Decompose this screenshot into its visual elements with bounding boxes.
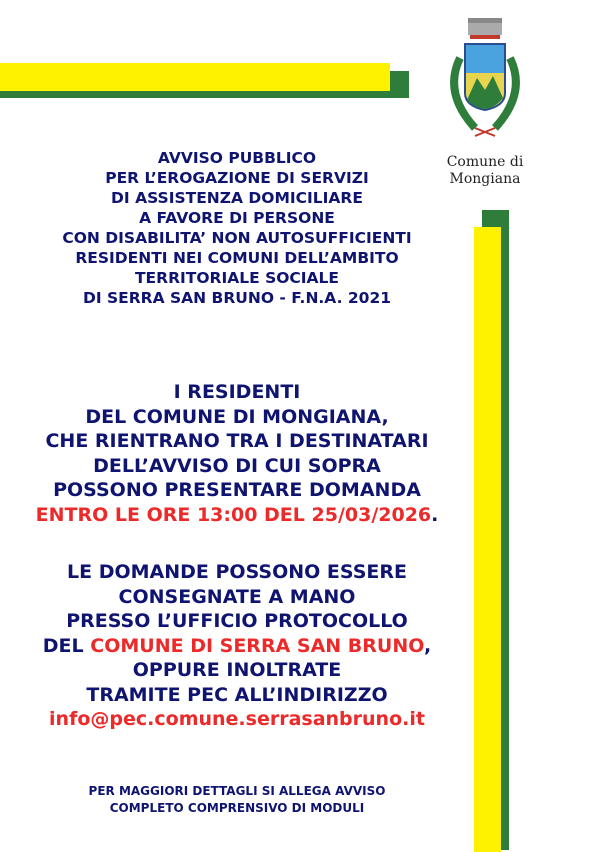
body-line: I RESIDENTI — [173, 381, 301, 403]
title-line: TERRITORIALE SOCIALE — [134, 269, 340, 287]
notice-title — [0, 148, 474, 308]
body-text: , — [423, 634, 432, 657]
title-line: AVVISO PUBBLICO — [157, 149, 317, 167]
footer-line: COMPLETO COMPRENSIVO DI MODULI — [109, 801, 365, 815]
right-yellow-bar — [474, 227, 501, 852]
title-line: DI SERRA SAN BRUNO - F.N.A. 2021 — [82, 289, 392, 307]
title-line: PER L’EROGAZIONE DI SERVIZI — [105, 169, 369, 187]
office-name: COMUNE DI SERRA SAN BRUNO — [90, 634, 424, 657]
body-line: PRESSO L’UFFICIO PROTOCOLLO — [66, 610, 408, 632]
top-yellow-bar — [0, 63, 390, 91]
deadline-period: . — [431, 503, 439, 526]
footer-line: PER MAGGIORI DETTAGLI SI ALLEGA AVVISO — [88, 784, 386, 798]
title-line: A FAVORE DI PERSONE — [139, 209, 335, 227]
title-line: CON DISABILITA’ NON AUTOSUFFICIENTI — [62, 229, 412, 247]
residents-notice — [0, 380, 474, 527]
logo-name-line2: Mongiana — [449, 171, 521, 187]
body-line: POSSONO PRESENTARE DOMANDA — [53, 479, 421, 501]
title-line: DI ASSISTENZA DOMICILIARE — [111, 189, 363, 207]
body-text: DEL — [42, 634, 91, 657]
title-line: RESIDENTI NEI COMUNI DELL’AMBITO — [75, 249, 399, 267]
footer-note — [0, 783, 474, 817]
body-line: OPPURE INOLTRATE — [132, 659, 342, 681]
body-line: CHE RIENTRANO TRA I DESTINATARI — [45, 430, 429, 452]
deadline: ENTRO LE ORE 13:00 DEL 25/03/2026 — [35, 503, 432, 526]
coat-of-arms-icon — [435, 18, 535, 148]
logo-name-line1: Comune di — [446, 154, 524, 170]
body-line: DELL’AVVISO DI CUI SOPRA — [93, 454, 381, 477]
body-line: DEL COMUNE DI MONGIANA, — [85, 405, 389, 428]
pec-email-link[interactable]: info@pec.comune.serrasanbruno.it — [49, 708, 425, 730]
submission-instructions — [0, 560, 474, 732]
body-line: TRAMITE PEC ALL’INDIRIZZO — [86, 683, 388, 706]
body-line: LE DOMANDE POSSONO ESSERE — [67, 561, 407, 583]
body-line: CONSEGNATE A MANO — [118, 585, 356, 608]
